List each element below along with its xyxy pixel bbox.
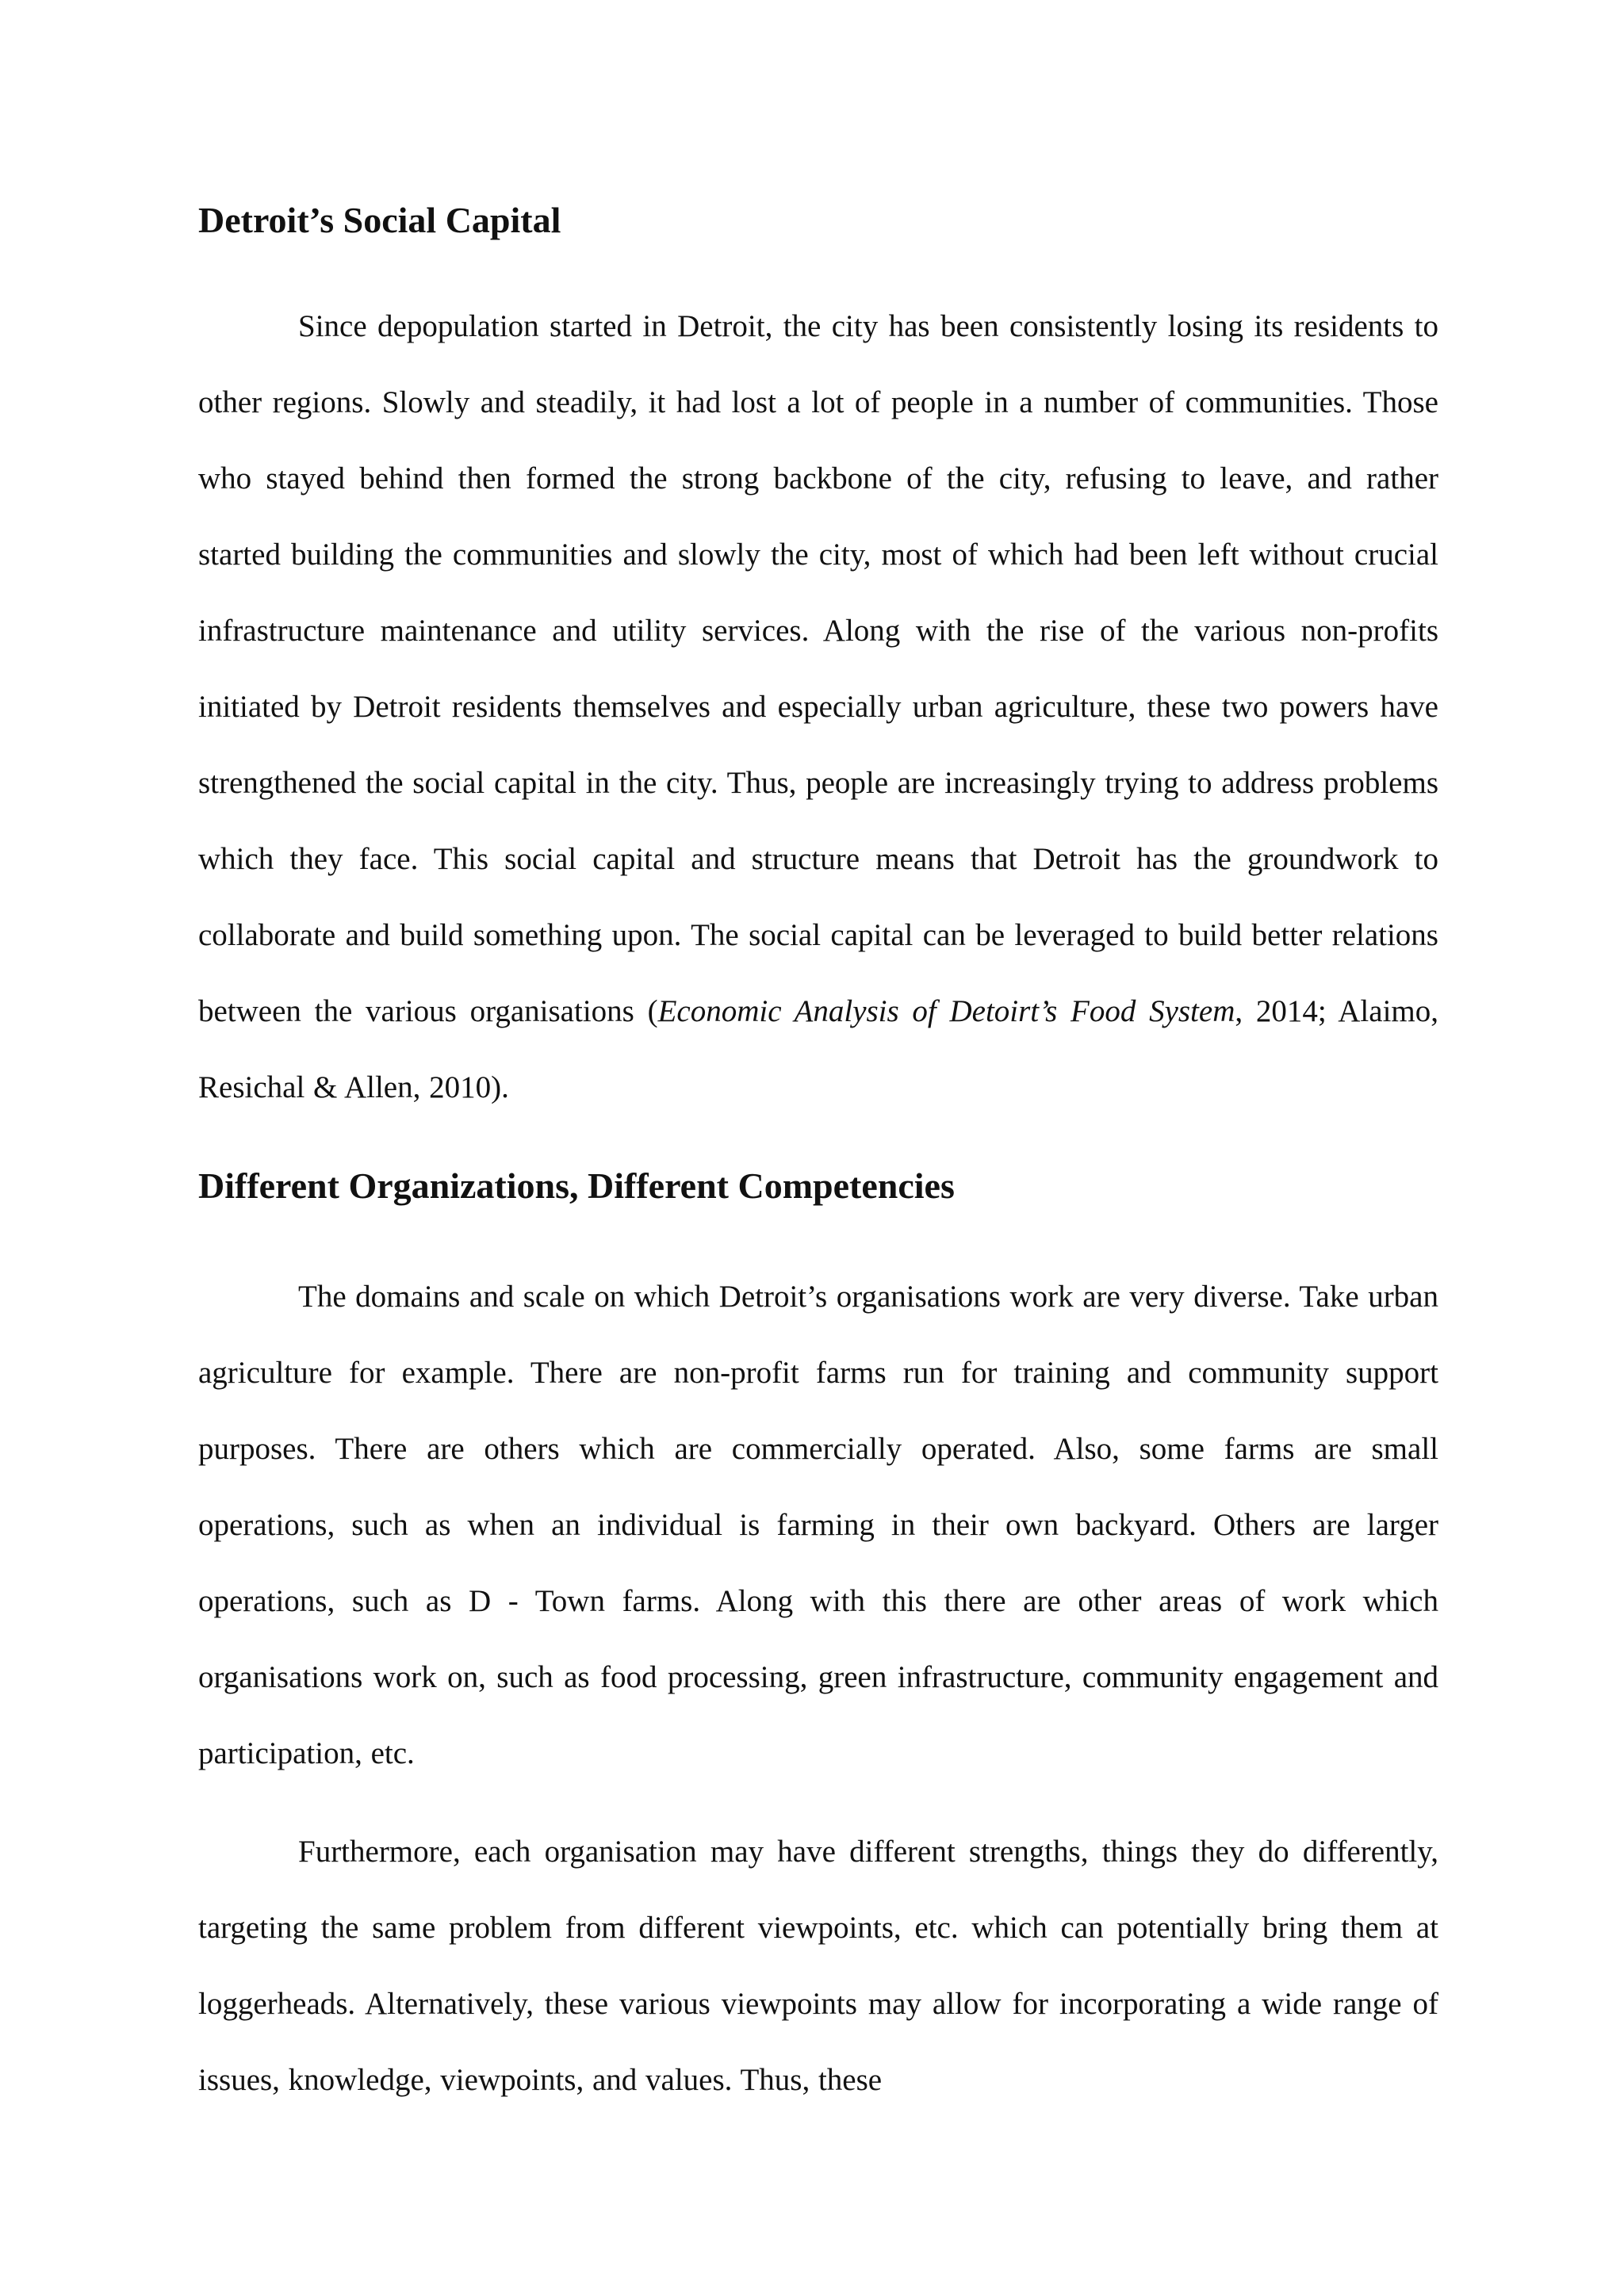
section-heading-social-capital: Detroit’s Social Capital [198,200,561,240]
section-heading-organizations: Different Organizations, Different Competencies [198,1165,955,1206]
paragraph-social-capital [198,289,1438,1126]
citation-tail: , 2014; Alaimo, Resichal & Allen, 2010). [198,994,1438,1104]
paragraph-text: Since depopulation started in Detroit, the city has been consistently losing its residents to other regions. Slowly and steadily, it had lost a lot of people in a number of communities. Those who stayed behind then formed the strong backbone of the city, refusing to leave, and rather started building the communities and slowly the city, most of which had been left without crucial infrastructure maintenance and utility services. Along with the rise of the various non-profits initiated by Detroit residents themselves and especially urban agriculture, these two powers have strengthened the social capital in the city. Thus, people are increasingly trying to address problems which they face. This social capital and structure means that Detroit has the groundwork to collaborate and build something upon. The social capital can be leveraged to build better relations between the various organisations ( [198,309,1438,1028]
paragraph-strengths: Furthermore, each organisation may have different strengths, things they do differently, targeting the same problem from different viewpoints, etc. which can potentially bring them at loggerheads. Alternatively, these various viewpoints may allow for incorporating a wide range of issues, knowledge, viewpoints, and values. Thus, these [198,1835,1438,2097]
citation-title: Economic Analysis of Detoirt’s Food System [657,994,1235,1028]
paragraph-domains-and-scale: The domains and scale on which Detroit’s organisations work are very diverse. Take urban agriculture for example. There are non-profit farms run for training and community support purposes. There are others which are commercially operated. Also, some farms are small operations, such as when an individual is farming in their own backyard. Others are larger operations, such as D - Town farms. Along with this there are other areas of work which organisations work on, such as food processing, green infrastructure, community engagement and participation, etc. [198,1280,1438,1770]
